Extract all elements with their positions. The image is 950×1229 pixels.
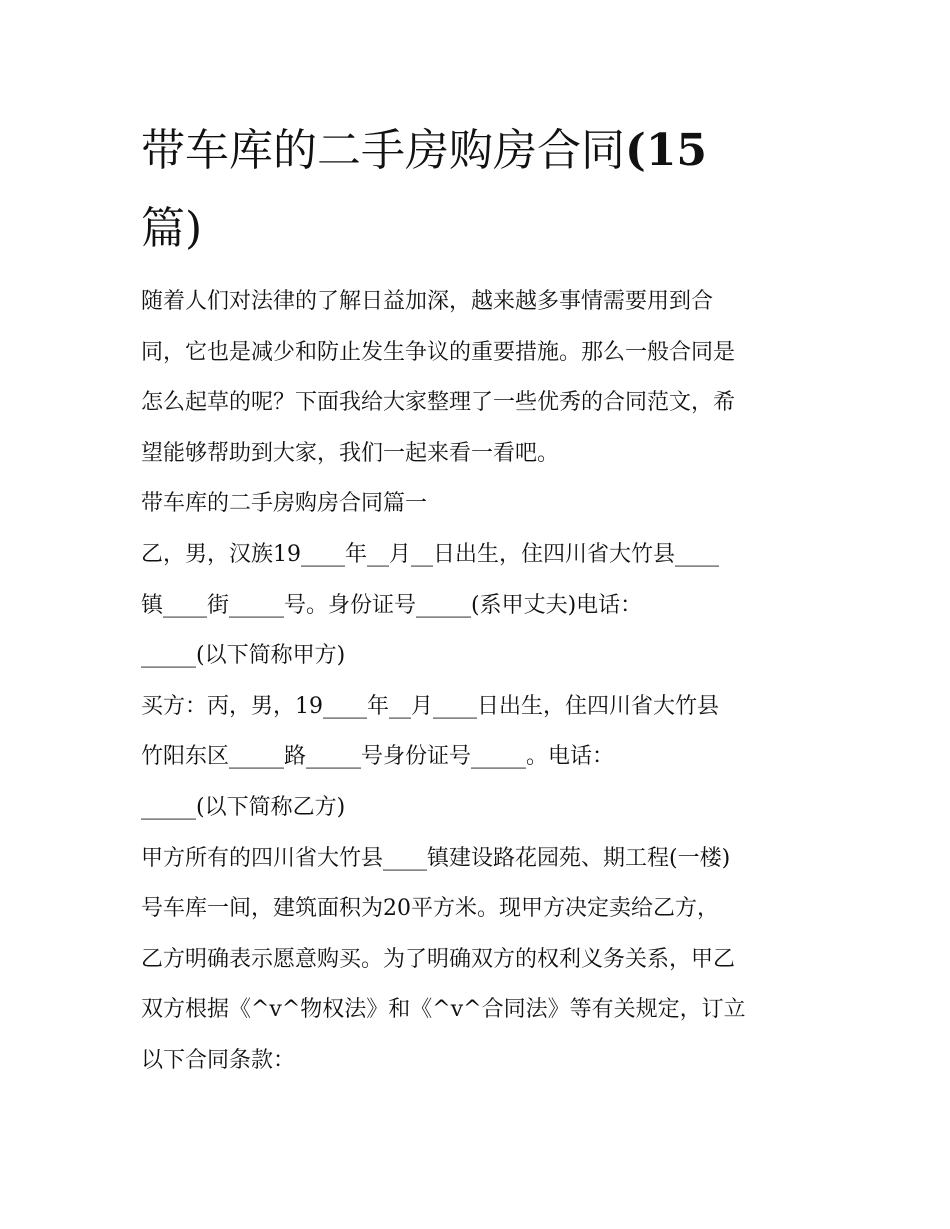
- body-line: 买方：丙，男，19____年__月____日出生，住四川省大竹县: [141, 693, 719, 719]
- body-line: 号车库一间，建筑面积为20平方米。现甲方决定卖给乙方，: [141, 896, 719, 922]
- section-heading: 带车库的二手房购房合同篇一: [141, 491, 428, 517]
- body-line: 甲方所有的四川省大竹县____镇建设路花园苑、期工程(一楼): [141, 845, 731, 871]
- body-line: 乙方明确表示愿意购买。为了明确双方的权利义务关系，甲乙: [141, 946, 736, 972]
- body-line: 双方根据《^v^物权法》和《^v^合同法》等有关规定，订立: [141, 997, 746, 1023]
- body-line: 竹阳东区_____路_____号身份证号_____。电话：: [141, 744, 615, 770]
- body-line: 以下合同条款：: [141, 1047, 296, 1073]
- body-line: 同，它也是减少和防止发生争议的重要措施。那么一般合同是: [141, 339, 736, 365]
- body-line: 乙，男，汉族19____年__月__日出生，住四川省大竹县____: [141, 541, 719, 567]
- body-line: 望能够帮助到大家，我们一起来看一看吧。: [141, 440, 560, 466]
- body-line: _____(以下简称乙方): [141, 794, 346, 820]
- document-body: [141, 277, 813, 1087]
- body-line: 怎么起草的呢？下面我给大家整理了一些优秀的合同范文，希: [141, 390, 736, 416]
- body-line: 随着人们对法律的了解日益加深，越来越多事情需要用到合: [141, 289, 714, 314]
- body-line: _____(以下简称甲方): [141, 643, 346, 669]
- title-count: (15: [625, 125, 708, 176]
- document-title: [141, 112, 801, 268]
- title-line-2: 篇): [141, 203, 203, 254]
- title-main: 带车库的二手房购房合同: [141, 125, 625, 176]
- body-line: 镇____街_____号。身份证号_____(系甲丈夫)电话：: [141, 592, 643, 618]
